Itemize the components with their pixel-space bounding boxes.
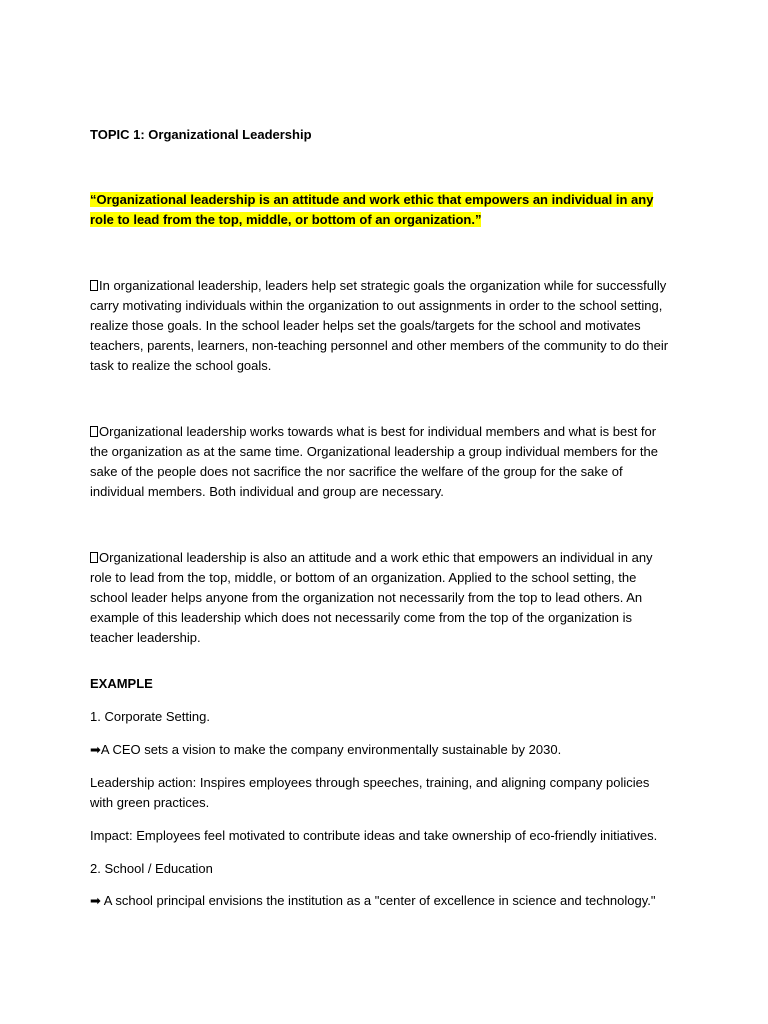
paragraph-text: Organizational leadership is also an attitude and a work ethic that empowers an individual in any role to lead from the top, middle, or bottom of an organization. Applied to the school setting, the school leader helps anyone from the organization not necessarily from the top to lead others. An example of this leadership which does not necessarily come from the top of the organization is teacher leadership. [90,550,653,645]
paragraph-text: Organizational leadership works towards what is best for individual members and what is best for the organization as at the same time. Organizational leadership a group individual members for the sake of the people does not sacrifice the nor sacrifice the welfare of the group for the sake of individual members. Both individual and group are necessary. [90,424,658,499]
missing-glyph-icon [90,280,98,291]
example-corporate-impact: Impact: Employees feel motivated to contribute ideas and take ownership of eco-friendly initiatives. [90,828,658,843]
missing-glyph-icon [90,426,98,437]
definition-quote [90,190,675,230]
example-corporate-vision: ➡A CEO sets a vision to make the company environmentally sustainable by 2030. [90,742,562,757]
topic-title: TOPIC 1: Organizational Leadership [90,127,312,142]
paragraph-text: In organizational leadership, leaders help set strategic goals the organization while for successfully carry motivating individuals within the organization to out assignments in order to the school setting, realize those goals. In the school leader helps set the goals/targets for the school and motivates teachers, parents, learners, non-teaching personnel and other members of the community to do their task to realize the school goals. [90,278,669,373]
paragraph-strategic-goals [90,276,675,376]
highlighted-quote-text: “Organizational leadership is an attitude and work ethic that empowers an individual in any role to lead from the top, middle, or bottom of an organization.” [90,192,654,227]
paragraph-attitude-work-ethic [90,548,675,648]
example-corporate-action: Leadership action: Inspires employees through speeches, training, and aligning company policies with green practices. [90,775,650,810]
paragraph-individual-and-group [90,422,675,502]
example-school-vision: ➡ A school principal envisions the institution as a "center of excellence in science and technology." [90,893,656,908]
example-school-heading: 2. School / Education [90,861,213,876]
example-heading: EXAMPLE [90,676,153,691]
example-corporate-heading: 1. Corporate Setting. [90,709,210,724]
missing-glyph-icon [90,552,98,563]
